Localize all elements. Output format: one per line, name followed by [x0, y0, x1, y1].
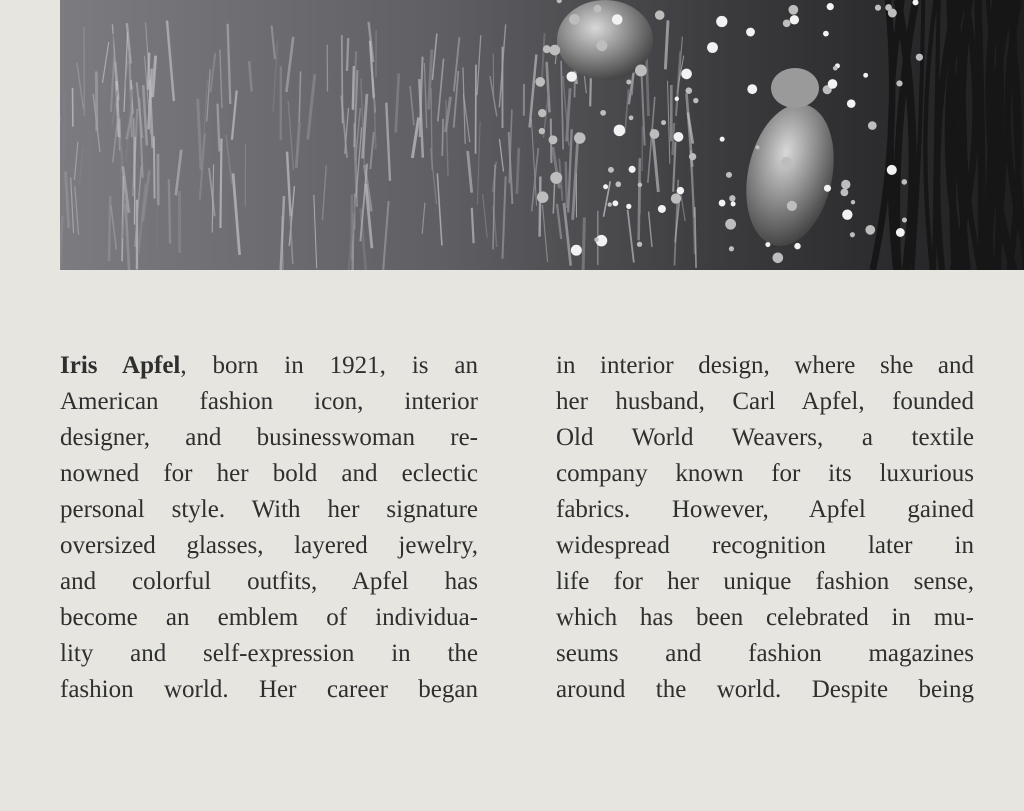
article-line: which has been celebrated in mu-: [556, 604, 974, 631]
article-column-left: [60, 348, 478, 708]
article-line: oversized glasses, layered jewelry,: [60, 532, 478, 559]
article-line: in interior design, where she and: [556, 352, 974, 379]
article-line: life for her unique fashion sense,: [556, 568, 974, 595]
article-line: widespread recognition later in: [556, 532, 974, 559]
article-line: company known for its luxurious: [556, 460, 974, 487]
article-line: around the world. Despite being: [556, 676, 974, 703]
article-line: seums and fashion magazines: [556, 640, 974, 667]
article-line: become an emblem of individua-: [60, 604, 478, 631]
article-photo: [60, 0, 1024, 270]
article-line: Old World Weavers, a textile: [556, 424, 974, 451]
article-line: personal style. With her signature: [60, 496, 478, 523]
article-line: fashion world. Her career began: [60, 676, 478, 703]
article-line: American fashion icon, interior: [60, 388, 478, 415]
article-line: nowned for her bold and eclectic: [60, 460, 478, 487]
article-column-right: [556, 348, 974, 708]
article-line: her husband, Carl Apfel, founded: [556, 388, 974, 415]
beetle-brooch-head: [771, 68, 819, 108]
article-line: lity and self-expression in the: [60, 640, 478, 667]
article-line: and colorful outfits, Apfel has: [60, 568, 478, 595]
article-line: designer, and businesswoman re-: [60, 424, 478, 451]
article-line: Iris Apfel, born in 1921, is an: [60, 352, 479, 379]
subject-name: Iris Apfel: [60, 352, 181, 379]
article-line: fabrics. However, Apfel gained: [556, 496, 974, 523]
